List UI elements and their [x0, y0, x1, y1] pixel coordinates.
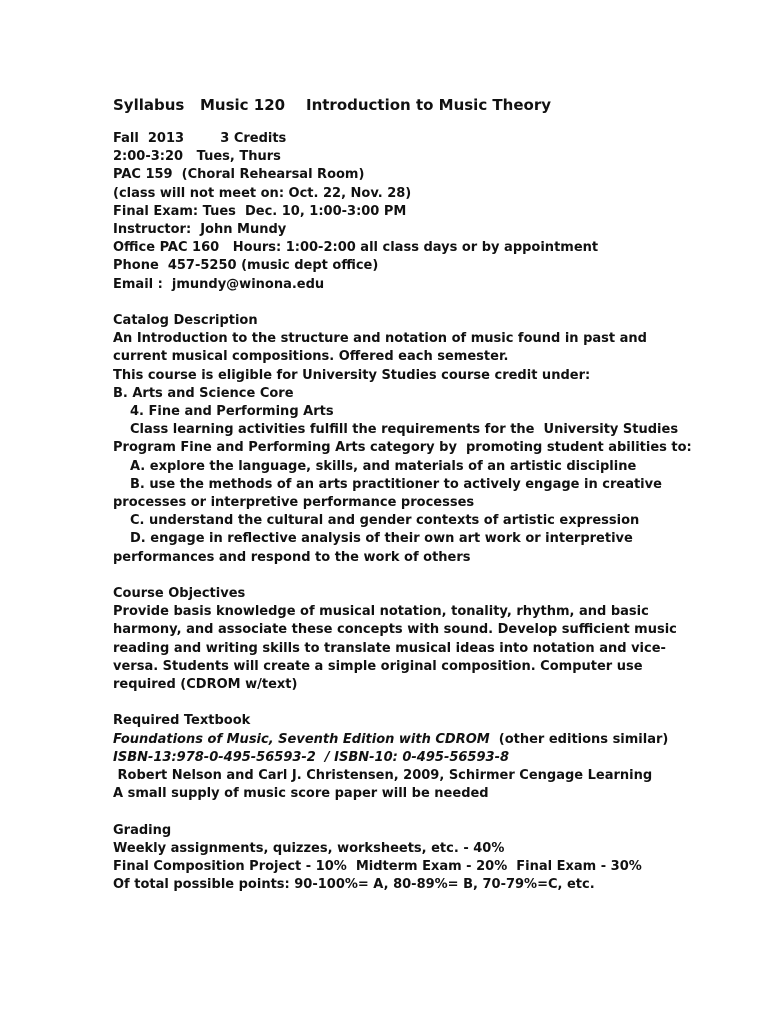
catalog-line: This course is eligible for University Studies course credit under: [113, 367, 591, 383]
catalog-line: current musical compositions. Offered each semester. [113, 349, 509, 365]
catalog-line: 4. Fine and Performing Arts [130, 404, 334, 420]
grading-section [113, 822, 673, 895]
textbook-authors: Robert Nelson and Carl J. Christensen, 2009, Schirmer Cengage Learning [113, 768, 653, 784]
catalog-line: C. understand the cultural and gender contexts of artistic expression [130, 513, 640, 529]
textbook-title: Foundations of Music, Seventh Edition with CDROM [113, 731, 490, 747]
class-time: 2:00-3:20 Tues, Thurs [113, 149, 281, 165]
section-heading: Course Objectives [113, 586, 246, 602]
catalog-line: Program Fine and Performing Arts category by promoting student abilities to: [113, 440, 692, 456]
course-info [113, 130, 673, 294]
catalog-line: processes or interpretive performance processes [113, 495, 475, 511]
catalog-line: Class learning activities fulfill the requirements for the University Studies [130, 422, 679, 438]
objectives-line: required (CDROM w/text) [113, 677, 298, 693]
page-title: Syllabus Music 120 Introduction to Music Theory [113, 96, 551, 114]
score-paper-note: A small supply of music score paper will be needed [113, 786, 489, 802]
catalog-line: A. explore the language, skills, and materials of an artistic discipline [130, 458, 637, 474]
catalog-line: D. engage in reflective analysis of their own art work or interpretive [130, 531, 633, 547]
objectives-line: Provide basis knowledge of musical notation, tonality, rhythm, and basic [113, 604, 649, 620]
instructor: Instructor: John Mundy [113, 222, 287, 238]
grading-line: Final Composition Project - 10% Midterm Exam - 20% Final Exam - 30% [113, 859, 642, 875]
catalog-line: B. use the methods of an arts practitioner to actively engage in creative [130, 476, 662, 492]
section-heading: Grading [113, 822, 172, 838]
objectives-line: harmony, and associate these concepts with sound. Develop sufficient music [113, 622, 677, 638]
grading-line: Weekly assignments, quizzes, worksheets, etc. - 40% [113, 840, 505, 856]
grading-line: Of total possible points: 90-100%= A, 80-89%= B, 70-79%=C, etc. [113, 877, 595, 893]
section-heading: Catalog Description [113, 313, 258, 329]
catalog-line: An Introduction to the structure and notation of music found in past and [113, 331, 647, 347]
catalog-line: B. Arts and Science Core [113, 385, 294, 401]
email: Email : jmundy@winona.edu [113, 276, 325, 292]
textbook-isbn: ISBN-13:978-0-495-56593-2 / ISBN-10: 0-495-56593-8 [113, 749, 510, 765]
no-class-dates: (class will not meet on: Oct. 22, Nov. 28) [113, 185, 412, 201]
course-objectives-section [113, 585, 677, 694]
objectives-line: reading and writing skills to translate musical ideas into notation and vice- [113, 640, 666, 656]
required-textbook-section [113, 712, 673, 803]
objectives-line: versa. Students will create a simple original composition. Computer use [113, 658, 643, 674]
catalog-line: performances and respond to the work of others [113, 549, 471, 565]
term-credits: Fall 2013 3 Credits [113, 131, 287, 146]
syllabus-page [113, 94, 692, 894]
textbook-title-line [113, 731, 673, 749]
section-heading: Required Textbook [113, 713, 251, 729]
class-room: PAC 159 (Choral Rehearsal Room) [113, 167, 365, 183]
phone: Phone 457-5250 (music dept office) [113, 258, 379, 274]
office-hours: Office PAC 160 Hours: 1:00-2:00 all class days or by appointment [113, 240, 599, 256]
final-exam-info: Final Exam: Tues Dec. 10, 1:00-3:00 PM [113, 203, 407, 219]
catalog-description-section [113, 312, 692, 567]
textbook-note: (other editions similar) [489, 731, 669, 747]
